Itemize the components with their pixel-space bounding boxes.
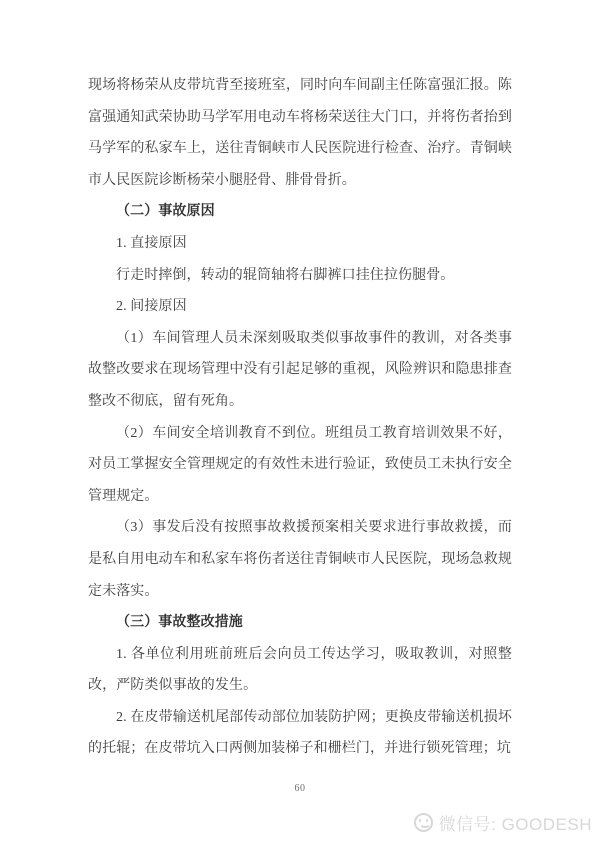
body-paragraph: 2. 在皮带输送机尾部传动部位加装防护网；更换皮带输送机损坏的托辊；在皮带坑入口两侧加装梯子和栅栏门，并进行锁死管理；坑 [88,709,512,757]
watermark-text: 微信号: GOODESH [438,815,592,834]
section-heading: （三）事故整改措施 [116,615,243,631]
body-paragraph: 2. 间接原因 [116,299,187,315]
document-body [88,70,512,765]
body-paragraph: （1）车间管理人员未深刻吸取类似事故事件的教训，对各类事故整改要求在现场管理中没有引起足够的重视，风险辨识和隐患排查整改不彻底，留有死角。 [88,330,512,409]
watermark [414,810,592,835]
page-number: 60 [294,783,306,794]
body-paragraph: 现场将杨荣从皮带坑背至接班室，同时向车间副主任陈富强汇报。陈富强通知武荣协助马学军用电动车将杨荣送往大门口，并将伤者抬到马学军的私家车上，送往青铜峡市人民医院进行检查、治疗。青铜峡市人民医院诊断杨荣小腿胫骨、腓骨骨折。 [88,78,512,188]
body-paragraph: 1. 直接原因 [116,235,187,251]
body-paragraph: （3）事发后没有按照事故救援预案相关要求进行事故救援，而是私自用电动车和私家车将伤者送往青铜峡市人民医院，现场急救规定未落实。 [88,520,512,599]
body-paragraph: 行走时摔倒，转动的辊筒轴将右脚裤口挂住拉伤腿骨。 [116,267,455,283]
smiley-icon [414,813,433,832]
body-paragraph: 1. 各单位利用班前班后会向员工传达学习，吸取教训，对照整改，严防类似事故的发生。 [88,646,512,694]
body-paragraph: （2）车间安全培训教育不到位。班组员工教育培训效果不好，对员工掌握安全管理规定的有效性未进行验证，致使员工未执行安全管理规定。 [88,425,512,504]
section-heading: （二）事故原因 [116,204,215,220]
